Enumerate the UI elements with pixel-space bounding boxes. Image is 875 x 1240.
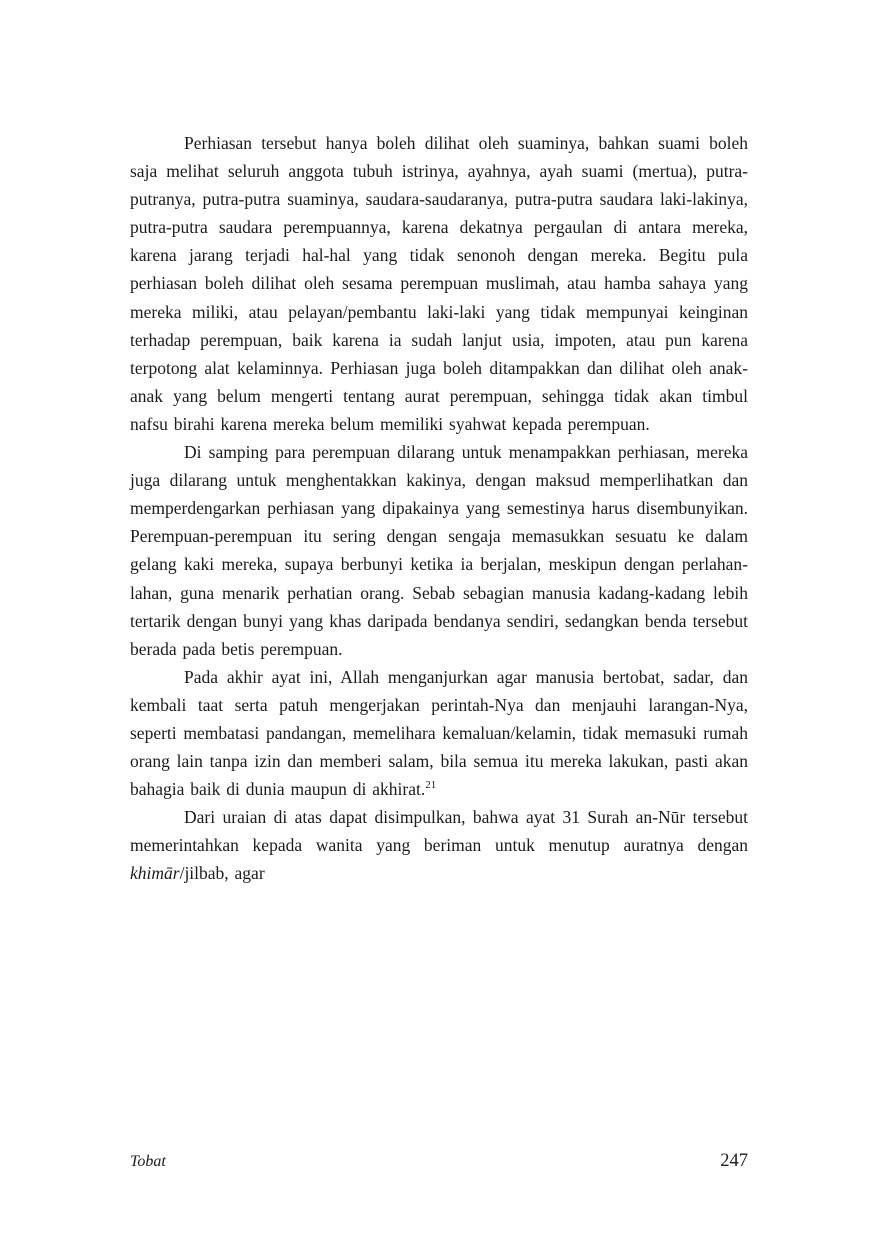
paragraph-3-text: Pada akhir ayat ini, Allah menganjurkan agar manusia bertobat, sadar, dan kembali taat serta patuh mengerjakan perintah-Nya dan menjauhi larangan-Nya, seperti membatasi pandangan, memelihara kemaluan/kelamin, tidak memasuki rumah orang lain tanpa izin dan memberi salam, bila semua itu mereka lakukan, pasti akan bahagia baik di dunia maupun di akhirat. bbox=[130, 666, 748, 800]
page-number: 247 bbox=[720, 1151, 748, 1171]
paragraph-4 bbox=[130, 803, 748, 887]
paragraph-1: Perhiasan tersebut hanya boleh dilihat oleh suaminya, bahkan suami boleh saja melihat seluruh anggota tubuh istrinya, ayahnya, ayah suami (mertua), putra-putranya, putra-putra suaminya, saudara-saudaranya, putra-putra saudara laki-lakinya, putra-putra saudara perempuannya, karena dekatnya pergaulan di antara mereka, karena jarang terjadi hal-hal yang tidak senonoh dengan mereka. Begitu pula perhiasan boleh dilihat oleh sesama perempuan muslimah, atau hamba sahaya yang mereka miliki, atau pelayan/pembantu laki-laki yang tidak mempunyai keinginan terhadap perempuan, baik karena ia sudah lanjut usia, impoten, atau pun karena terpotong alat kelaminnya. Perhiasan juga boleh ditampakkan dan dilihat oleh anak-anak yang belum mengerti tentang aurat perempuan, sehingga tidak akan timbul nafsu birahi karena mereka belum memiliki syahwat kepada perempuan. bbox=[130, 133, 748, 434]
body-text-block bbox=[130, 129, 748, 888]
italic-term-khimar: khimār bbox=[130, 863, 180, 884]
paragraph-3 bbox=[130, 663, 748, 803]
paragraph-2: Di samping para perempuan dilarang untuk menampakkan perhiasan, mereka juga dilarang untuk menghentakkan kakinya, dengan maksud memperlihatkan dan memperdengarkan perhiasan yang dipakainya yang semestinya harus disembunyikan. Perempuan-perempuan itu sering dengan sengaja memasukkan sesuatu ke dalam gelang kaki mereka, supaya berbunyi ketika ia berjalan, meskipun dengan perlahan-lahan, guna menarik perhatian orang. Sebab sebagian manusia kadang-kadang lebih tertarik dengan bunyi yang khas daripada bendanya sendiri, sedangkan benda tersebut berada pada betis perempuan. bbox=[130, 442, 748, 659]
footnote-reference-21: 21 bbox=[425, 779, 437, 792]
paragraph-4-text-start: Dari uraian di atas dapat disimpulkan, bahwa ayat 31 Surah an-Nūr tersebut memerintahkan kepada wanita yang beriman untuk menutup auratnya dengan bbox=[130, 807, 748, 856]
paragraph-4-text-end: /jilbab, agar bbox=[179, 863, 265, 884]
page-footer bbox=[130, 1151, 748, 1172]
running-title: Tobat bbox=[130, 1153, 166, 1170]
